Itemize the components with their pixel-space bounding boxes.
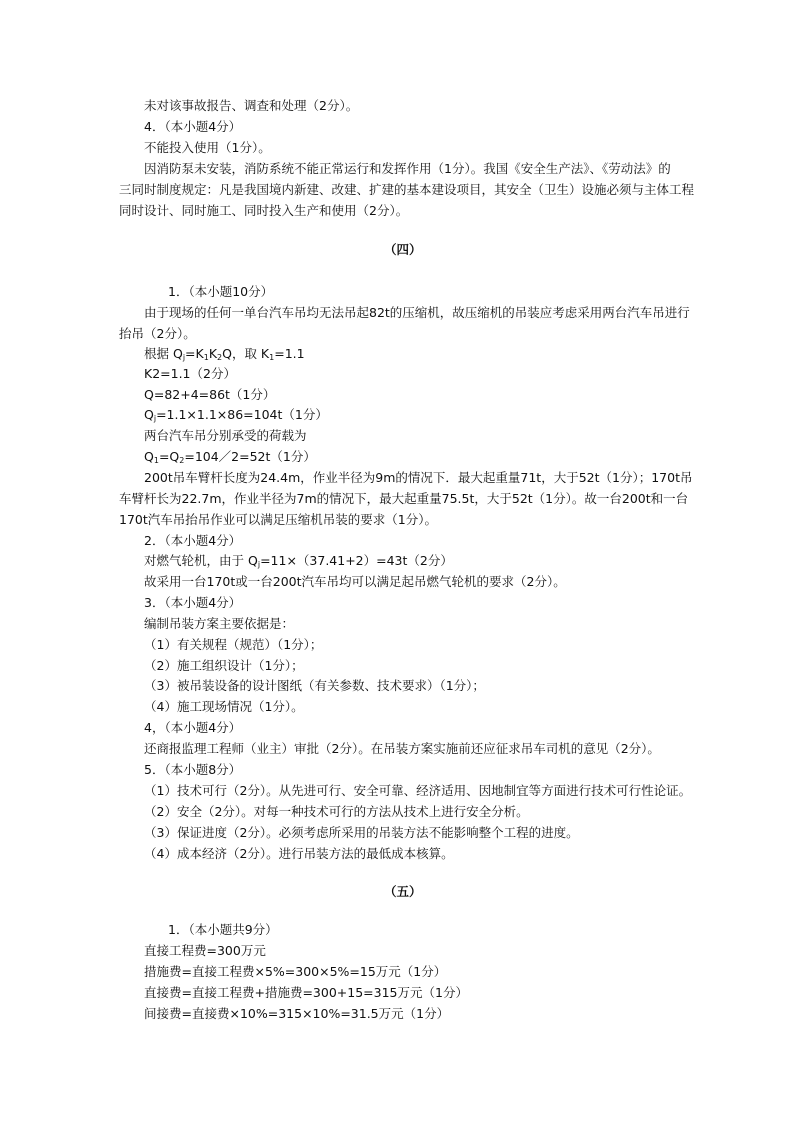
question-title: 2．（本小题4分） bbox=[144, 533, 242, 548]
formula-line: $Q_1=Q_2=104/2=52t(1$分） bbox=[144, 449, 316, 465]
list-item: （3）保证进度（2分）。必须考虑所采用的吊装方法不能影响整个工程的进度。 bbox=[144, 825, 579, 840]
text-line: 措施费=直接工程费×5%=300×5%=15万元（1分） bbox=[144, 964, 447, 979]
question-title: 4．（本小题4分） bbox=[144, 119, 242, 134]
formula-line: $Q_j=1.1\times 1.1\times 86=104t(1$分） bbox=[144, 407, 328, 423]
question-title: 1．（本小题10分） bbox=[168, 284, 274, 299]
text-line: 因消防泵未安装，消防系统不能正常运行和发挥作用（1分）。我国《安全生产法》、《劳动法》的 bbox=[144, 161, 671, 176]
text-line: 编制吊装方案主要依据是： bbox=[144, 616, 295, 631]
formula-line: 根据 $Q_j=K_1K_2Q$，取 $K_1=1.1$ bbox=[144, 346, 305, 362]
list-item: （3）被吊装设备的设计图纸（有关参数、技术要求）（1分）； bbox=[144, 678, 485, 693]
text-line: 抬吊（2分）。 bbox=[119, 326, 196, 341]
text-line: 故采用一台170t或一台200t汽车吊均可以满足起吊燃气轮机的要求（2分）。 bbox=[144, 574, 566, 589]
text-line: 未对该事故报告、调查和处理（2分）。 bbox=[144, 98, 359, 113]
section-heading: （五） bbox=[384, 884, 422, 899]
text-line: 200t吊车臂杆长度为24.4m，作业半径为9m的情况下．最大起重量71t，大于52t（1分）；170t吊 bbox=[144, 470, 693, 485]
question-title: 1．（本小题共9分） bbox=[168, 922, 278, 937]
text-line: 车臂杆长为22.7m，作业半径为7m的情况下，最大起重量75.5t，大于52t（1分）。故一台200t和一台 bbox=[119, 491, 689, 506]
section-heading: （四） bbox=[384, 242, 422, 257]
text-line: 由于现场的任何一单台汽车吊均无法吊起82t的压缩机，故压缩机的吊装应考虑采用两台汽车吊进行 bbox=[144, 305, 690, 320]
formula-line: K2=1.1（2分） bbox=[144, 366, 236, 381]
list-item: （4）成本经济（2分）。进行吊装方法的最低成本核算。 bbox=[144, 846, 454, 861]
text-line: 直接费=直接工程费+措施费=300+15=315万元（1分） bbox=[144, 985, 468, 1000]
formula-line: Q=82+4=86t（1分） bbox=[144, 387, 276, 402]
list-item: （1）有关规程（规范）（1分）； bbox=[144, 637, 323, 652]
formula-line: 对燃气轮机，由于 $Q_j=11\times(37.41+2)=43t(2$分） bbox=[144, 553, 453, 569]
text-line: 同时设计、同时施工、同时投入生产和使用（2分）。 bbox=[119, 203, 409, 218]
text-line: 间接费=直接费×10%=315×10%=31.5万元（1分） bbox=[144, 1006, 450, 1021]
question-title: 3．（本小题4分） bbox=[144, 595, 242, 610]
list-item: （2）施工组织设计（1分）； bbox=[144, 658, 304, 673]
list-item: （2）安全（2分）。对每一种技术可行的方法从技术上进行安全分析。 bbox=[144, 804, 529, 819]
question-title: 5．（本小题8分） bbox=[144, 762, 242, 777]
text-line: 三同时制度规定：凡是我国境内新建、改建、扩建的基本建设项目，其安全（卫生）设施必须与主体工程 bbox=[119, 182, 695, 197]
text-line: 还商报监理工程师（业主）审批（2分）。在吊装方案实施前还应征求吊车司机的意见（2分）。 bbox=[144, 741, 660, 756]
text-line: 直接工程费=300万元 bbox=[144, 943, 266, 958]
list-item: （4）施工现场情况（1分）。 bbox=[144, 699, 304, 714]
list-item: （1）技术可行（2分）。从先进可行、安全可靠、经济适用、因地制宜等方面进行技术可行性论证。 bbox=[144, 783, 692, 798]
text-line: 170t汽车吊抬吊作业可以满足压缩机吊装的要求（1分）。 bbox=[119, 512, 437, 527]
text-line: 不能投入使用（1分）。 bbox=[144, 140, 271, 155]
text-line: 两台汽车吊分别承受的荷载为 bbox=[144, 428, 307, 443]
question-title: 4，（本小题4分） bbox=[144, 720, 242, 735]
